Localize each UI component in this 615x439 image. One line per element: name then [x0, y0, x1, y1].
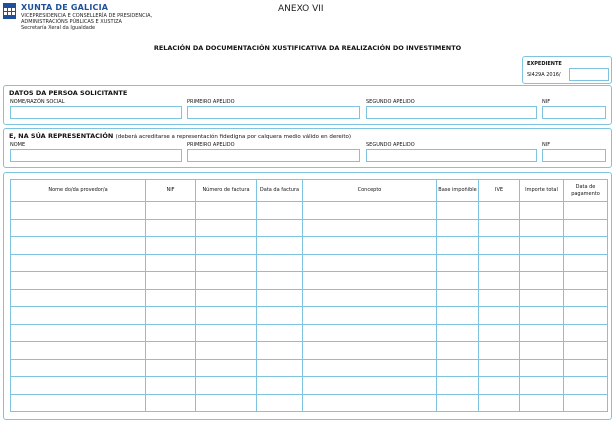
applicant-nif-field[interactable]: [542, 106, 606, 119]
table-cell[interactable]: [564, 377, 608, 395]
table-cell[interactable]: [437, 342, 479, 360]
table-cell[interactable]: [303, 254, 437, 272]
table-cell[interactable]: [479, 342, 520, 360]
table-cell[interactable]: [479, 377, 520, 395]
table-row: [11, 289, 608, 307]
table-row: [11, 324, 608, 342]
table-cell[interactable]: [257, 237, 303, 255]
table-cell[interactable]: [196, 324, 257, 342]
table-cell[interactable]: [479, 324, 520, 342]
applicant-first-surname-field[interactable]: [187, 106, 360, 119]
table-cell[interactable]: [146, 394, 196, 412]
table-row: [11, 394, 608, 412]
table-cell[interactable]: [146, 219, 196, 237]
table-cell[interactable]: [520, 254, 564, 272]
table-cell[interactable]: [520, 377, 564, 395]
table-cell[interactable]: [11, 359, 146, 377]
table-cell[interactable]: [437, 272, 479, 290]
column-header: Data da factura: [257, 180, 303, 202]
table-cell[interactable]: [564, 202, 608, 220]
table-row: [11, 377, 608, 395]
table-cell[interactable]: [564, 237, 608, 255]
table-row: [11, 359, 608, 377]
table-cell[interactable]: [146, 254, 196, 272]
table-cell[interactable]: [11, 324, 146, 342]
table-cell[interactable]: [146, 202, 196, 220]
table-cell[interactable]: [11, 272, 146, 290]
column-header: Base impoñible: [437, 180, 479, 202]
table-cell[interactable]: [564, 307, 608, 325]
table-cell[interactable]: [520, 219, 564, 237]
expediente-number-field[interactable]: [569, 68, 609, 81]
table-cell[interactable]: [196, 237, 257, 255]
table-row: [11, 254, 608, 272]
table-cell[interactable]: [303, 272, 437, 290]
table-cell[interactable]: [520, 202, 564, 220]
table-cell[interactable]: [11, 237, 146, 255]
org-line-3: Secretaría Xeral da Igualdade: [21, 25, 96, 31]
applicant-second-surname-label: SEGUNDO APELIDO: [366, 99, 415, 105]
representative-name-label: NOME: [10, 142, 26, 148]
org-line-2: ADMINISTRACIÓNS PÚBLICAS E XUSTIZA: [21, 19, 122, 25]
table-cell[interactable]: [520, 359, 564, 377]
table-cell[interactable]: [564, 289, 608, 307]
table-cell[interactable]: [196, 394, 257, 412]
table-cell[interactable]: [564, 324, 608, 342]
xunta-logo-icon: [3, 3, 16, 19]
table-cell[interactable]: [479, 394, 520, 412]
table-cell[interactable]: [303, 202, 437, 220]
table-cell[interactable]: [479, 272, 520, 290]
table-cell[interactable]: [520, 272, 564, 290]
table-cell[interactable]: [196, 342, 257, 360]
table-row: [11, 342, 608, 360]
table-cell[interactable]: [146, 272, 196, 290]
table-cell[interactable]: [437, 359, 479, 377]
table-cell[interactable]: [257, 307, 303, 325]
table-cell[interactable]: [257, 377, 303, 395]
table-cell[interactable]: [257, 202, 303, 220]
table-row: [11, 237, 608, 255]
table-row: [11, 202, 608, 220]
applicant-section: [3, 85, 612, 125]
table-cell[interactable]: [196, 359, 257, 377]
table-cell[interactable]: [303, 377, 437, 395]
table-cell[interactable]: [437, 202, 479, 220]
table-cell[interactable]: [11, 289, 146, 307]
table-cell[interactable]: [564, 359, 608, 377]
representative-section: [3, 128, 612, 168]
table-cell[interactable]: [146, 377, 196, 395]
table-cell[interactable]: [479, 359, 520, 377]
table-cell[interactable]: [257, 394, 303, 412]
representative-first-surname-label: PRIMEIRO APELIDO: [187, 142, 235, 148]
column-header: NIF: [146, 180, 196, 202]
invoice-table-header: [11, 180, 608, 202]
column-header: Data de pagamento: [564, 180, 608, 202]
table-cell[interactable]: [11, 342, 146, 360]
table-cell[interactable]: [257, 272, 303, 290]
document-title: RELACIÓN DA DOCUMENTACIÓN XUSTIFICATIVA DA REALIZACIÓN DO INVESTIMENTO: [153, 44, 462, 52]
representative-note: (deberá acreditarse a representación fidedigna por calquera medio válido en dereito): [115, 134, 351, 140]
column-header: Número de factura: [196, 180, 257, 202]
table-cell[interactable]: [564, 219, 608, 237]
table-cell[interactable]: [303, 307, 437, 325]
table-cell[interactable]: [196, 272, 257, 290]
table-cell[interactable]: [146, 307, 196, 325]
representative-nif-label: NIF: [542, 142, 551, 148]
table-cell[interactable]: [146, 359, 196, 377]
table-cell[interactable]: [520, 237, 564, 255]
table-cell[interactable]: [11, 377, 146, 395]
table-cell[interactable]: [146, 324, 196, 342]
table-row: [11, 307, 608, 325]
table-cell[interactable]: [196, 289, 257, 307]
applicant-first-surname-label: PRIMEIRO APELIDO: [187, 99, 235, 105]
table-cell[interactable]: [303, 394, 437, 412]
table-cell[interactable]: [303, 237, 437, 255]
table-cell[interactable]: [257, 359, 303, 377]
applicant-section-title: DATOS DA PERSOA SOLICITANTE: [9, 89, 128, 97]
table-row: [11, 272, 608, 290]
table-cell[interactable]: [437, 394, 479, 412]
table-cell[interactable]: [11, 394, 146, 412]
org-name: XUNTA DE GALICIA: [21, 3, 109, 12]
table-cell[interactable]: [437, 377, 479, 395]
table-cell[interactable]: [479, 219, 520, 237]
column-header: Importe total: [520, 180, 564, 202]
table-cell[interactable]: [11, 307, 146, 325]
applicant-name-field[interactable]: [10, 106, 182, 119]
table-cell[interactable]: [303, 219, 437, 237]
table-cell[interactable]: [257, 219, 303, 237]
representative-second-surname-field[interactable]: [366, 149, 537, 162]
representative-title-text: E, NA SÚA REPRESENTACIÓN: [9, 132, 114, 140]
applicant-nif-label: NIF: [542, 99, 551, 105]
invoice-table: [10, 179, 608, 412]
table-cell[interactable]: [11, 219, 146, 237]
table-cell[interactable]: [146, 342, 196, 360]
org-line-1: VICEPRESIDENCIA E CONSELLERÍA DE PRESIDENCIA,: [21, 13, 153, 19]
table-cell[interactable]: [479, 307, 520, 325]
annex-label: ANEXO VII: [278, 4, 324, 14]
table-cell[interactable]: [303, 359, 437, 377]
table-cell[interactable]: [196, 307, 257, 325]
table-cell[interactable]: [303, 289, 437, 307]
table-cell[interactable]: [257, 342, 303, 360]
table-cell[interactable]: [479, 254, 520, 272]
table-cell[interactable]: [257, 289, 303, 307]
table-cell[interactable]: [196, 202, 257, 220]
table-cell[interactable]: [520, 289, 564, 307]
table-cell[interactable]: [196, 254, 257, 272]
table-cell[interactable]: [437, 219, 479, 237]
table-cell[interactable]: [437, 307, 479, 325]
table-cell[interactable]: [146, 289, 196, 307]
expediente-code: SI429A 2016/: [527, 72, 561, 78]
table-cell[interactable]: [564, 394, 608, 412]
table-cell[interactable]: [479, 202, 520, 220]
table-cell[interactable]: [196, 377, 257, 395]
table-cell[interactable]: [437, 324, 479, 342]
representative-second-surname-label: SEGUNDO APELIDO: [366, 142, 415, 148]
applicant-name-label: NOME/RAZÓN SOCIAL: [10, 99, 65, 105]
table-cell[interactable]: [564, 272, 608, 290]
representative-section-title: [9, 132, 351, 140]
table-cell[interactable]: [437, 237, 479, 255]
applicant-second-surname-field[interactable]: [366, 106, 537, 119]
table-cell[interactable]: [303, 324, 437, 342]
table-cell[interactable]: [257, 324, 303, 342]
column-header: Concepto: [303, 180, 437, 202]
table-cell[interactable]: [564, 254, 608, 272]
table-cell[interactable]: [303, 342, 437, 360]
table-cell[interactable]: [564, 342, 608, 360]
table-cell[interactable]: [520, 307, 564, 325]
table-cell[interactable]: [146, 237, 196, 255]
table-cell[interactable]: [11, 202, 146, 220]
table-cell[interactable]: [520, 394, 564, 412]
table-cell[interactable]: [520, 342, 564, 360]
expediente-box: [522, 56, 612, 84]
table-cell[interactable]: [437, 289, 479, 307]
column-header: IVE: [479, 180, 520, 202]
table-cell[interactable]: [437, 254, 479, 272]
representative-first-surname-field[interactable]: [187, 149, 360, 162]
expediente-label: EXPEDIENTE: [527, 61, 562, 67]
table-cell[interactable]: [479, 237, 520, 255]
representative-name-field[interactable]: [10, 149, 182, 162]
representative-nif-field[interactable]: [542, 149, 606, 162]
table-cell[interactable]: [520, 324, 564, 342]
table-cell[interactable]: [11, 254, 146, 272]
table-cell[interactable]: [196, 219, 257, 237]
column-header: Nome do/da provedor/a: [11, 180, 146, 202]
table-cell[interactable]: [479, 289, 520, 307]
table-cell[interactable]: [257, 254, 303, 272]
table-row: [11, 219, 608, 237]
